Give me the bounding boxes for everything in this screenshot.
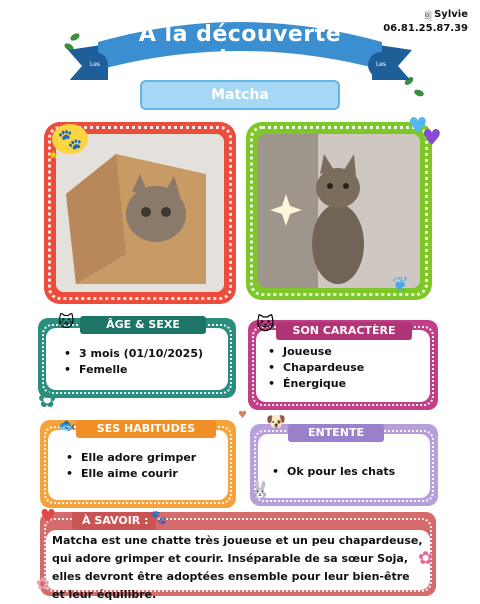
card-body xyxy=(46,530,430,601)
trait-item: • Énergique xyxy=(268,376,364,392)
card-body xyxy=(256,330,430,402)
butterfly-icon: ❦ xyxy=(392,272,409,296)
heart-icon: ♥ xyxy=(40,506,57,527)
cat-face-icon: 🐱 xyxy=(256,314,275,335)
habit-item: • Elle aime courir xyxy=(66,466,196,482)
age-sexe-heading: ÂGE & SEXE xyxy=(80,316,206,334)
bunny-icon: 🐰 xyxy=(250,480,270,499)
trait-item: • Chapardeuse xyxy=(268,360,364,376)
card-body xyxy=(258,434,430,498)
card-body xyxy=(46,328,228,390)
heart-icon: ♥ xyxy=(408,114,428,139)
habitudes-heading: SES HABITUDES xyxy=(76,420,216,438)
sex-item: • Femelle xyxy=(64,362,203,378)
phone-icon: ☏ xyxy=(421,9,432,22)
paw-sticker-icon: 🐾 xyxy=(52,124,88,154)
entente-item: • Ok pour les chats xyxy=(272,464,395,480)
flower-icon: ✿ xyxy=(38,388,57,413)
heart-icon: ♥ xyxy=(422,126,442,151)
flower-icon: ✿ xyxy=(36,574,50,593)
page-title: À la découverte de... xyxy=(138,22,342,72)
shelter-logo-right: Les Chats de xyxy=(368,52,394,78)
card-body xyxy=(48,430,228,500)
entente-heading: ENTENTE xyxy=(288,424,384,442)
savoir-text: Matcha est une chatte très joueuse et un peu chapardeuse, qui adore grimper et courir. Inséparable de sa sœur Soja, elles devront être adoptées ensemble pour leur bien-être et leur équilibre. xyxy=(52,534,423,601)
habit-item: • Elle adore grimper xyxy=(66,450,196,466)
cat-in-box-illustration xyxy=(56,134,224,292)
trait-item: • Joueuse xyxy=(268,344,364,360)
age-item: • 3 mois (01/10/2025) xyxy=(64,346,203,362)
caractere-heading: SON CARACTÈRE xyxy=(276,322,412,340)
dog-face-icon: 🐶 xyxy=(266,412,286,431)
savoir-heading: À SAVOIR : xyxy=(72,512,156,530)
pet-name: Matcha xyxy=(140,80,340,110)
cat-face-icon: 🐱 xyxy=(58,312,75,331)
cat-photo-box xyxy=(56,134,224,292)
cat-sitting-illustration xyxy=(258,134,420,288)
flower-icon: ✿ xyxy=(418,548,434,569)
shelter-logo-left: Les Chats de xyxy=(82,52,108,78)
leaf-decoration xyxy=(413,88,424,97)
fish-icon: 🐟 xyxy=(58,418,76,434)
contact-phone: 06.81.25.87.39 xyxy=(383,23,468,34)
star-icon: ★ xyxy=(48,148,59,162)
small-heart-icon: ♥ xyxy=(238,410,247,421)
contact-name: Sylvie xyxy=(434,9,468,20)
contact-block xyxy=(383,8,468,35)
cat-photo-sitting xyxy=(258,134,420,288)
paw-icon: 🐾 xyxy=(150,510,168,526)
